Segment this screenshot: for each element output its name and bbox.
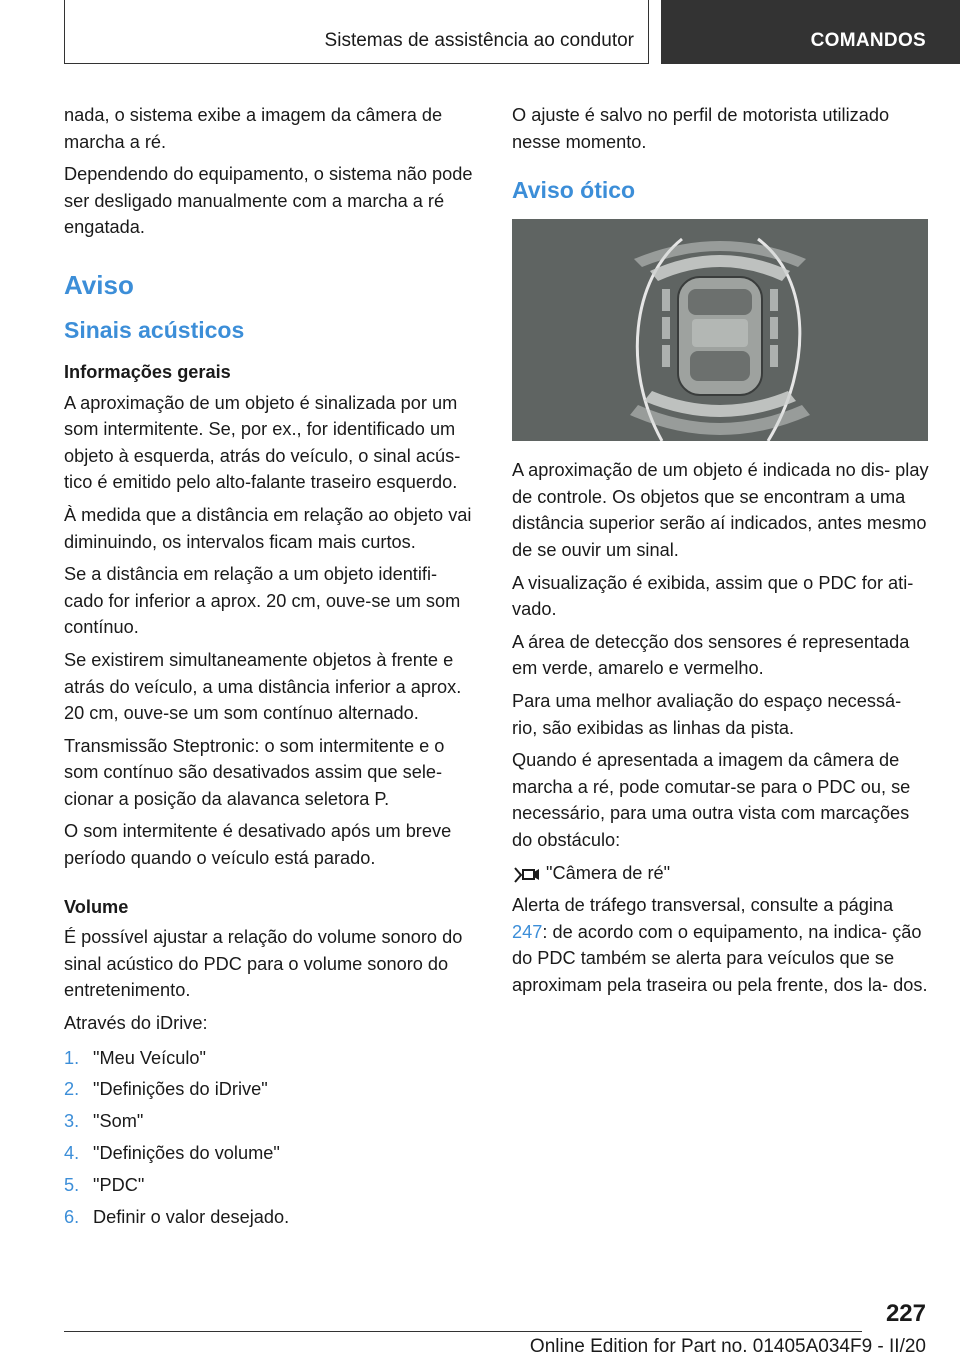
list-item (64, 1045, 480, 1072)
list-item (64, 1076, 480, 1103)
list-item (64, 1140, 480, 1167)
footer-edition: Online Edition for Part no. 01405A034F9 - II/20 (529, 1336, 926, 1357)
step-number: 1. (64, 1047, 80, 1068)
page-number: 227 (885, 1300, 926, 1327)
paragraph: Quando é apresentada a imagem da câmera de marcha a ré, pode comutar-se para o PDC ou, se necessário, para uma outra vista com marcações do obstáculo: (512, 750, 911, 850)
step-number: 6. (64, 1206, 80, 1227)
paragraph: Para uma melhor avaliação do espaço necessá- rio, são exibidas as linhas da pista. (512, 690, 902, 738)
step-text: "Definições do iDrive" (93, 1079, 268, 1100)
steps-list (64, 1045, 480, 1231)
footer-divider (64, 1331, 862, 1332)
heading-sinais-acusticos: Sinais acústicos (64, 316, 245, 343)
step-text: "Som" (93, 1111, 144, 1132)
paragraph: Através do iDrive: (64, 1013, 208, 1034)
step-number: 5. (64, 1174, 80, 1195)
paragraph: Transmissão Steptronic: o som intermitente e o som contínuo são desativados assim que sele- cionar a posição da alavanca seletora P. (64, 735, 445, 809)
pdc-display-image (512, 219, 928, 441)
heading-informacoes-gerais: Informações gerais (64, 361, 231, 382)
paragraph: nada, o sistema exibe a imagem da câmera de marcha a ré. (64, 105, 443, 152)
paragraph: A área de detecção dos sensores é representada em verde, amarelo e vermelho. (512, 631, 910, 679)
list-item (64, 1204, 480, 1231)
paragraph: A aproximação de um objeto é indicada no dis- play de controle. Os objetos que se encontram a uma distância superior serão aí indicados, antes mesmo de se ouvir um sinal. (512, 460, 929, 560)
step-text: Definir o valor desejado. (93, 1206, 290, 1227)
step-text: "Meu Veículo" (93, 1047, 207, 1068)
paragraph: À medida que a distância em relação ao objeto vai diminuindo, os intervalos ficam mais curtos. (64, 504, 472, 552)
camera-option-row (512, 860, 930, 887)
step-text: "PDC" (93, 1174, 145, 1195)
header-chapter-title: COMANDOS (810, 30, 926, 51)
list-item (64, 1108, 480, 1135)
text-fragment: Alerta de tráfego transversal, consulte a página (512, 895, 894, 916)
heading-aviso-otico: Aviso ótico (512, 177, 636, 204)
header-section-box (64, 0, 649, 64)
page-reference-link[interactable]: 247 (512, 921, 543, 942)
paragraph: Se existirem simultaneamente objetos à frente e atrás do veículo, a uma distância inferior a aprox. 20 cm, ouve-se um som contínuo alternado. (64, 649, 462, 724)
paragraph: A visualização é exibida, assim que o PDC for ati- vado. (512, 572, 914, 620)
paragraph: Dependendo do equipamento, o sistema não pode ser desligado manualmente com a marcha a ré engatada. (64, 164, 473, 238)
step-number: 2. (64, 1079, 80, 1100)
right-column (512, 102, 930, 1004)
step-number: 3. (64, 1111, 80, 1132)
left-column (64, 102, 480, 1235)
paragraph: O ajuste é salvo no perfil de motorista utilizado nesse momento. (512, 105, 890, 152)
step-text: "Definições do volume" (93, 1142, 280, 1163)
paragraph: O som intermitente é desativado após um breve período quando o veículo está parado. (64, 821, 452, 869)
text-fragment: : de acordo com o equipamento, na indica- ção do PDC também se alerta para veículos que se aproximam pela traseira ou pela frente, dos la- dos. (512, 921, 928, 995)
heading-volume: Volume (64, 896, 129, 917)
paragraph (512, 892, 930, 998)
header-section-title: Sistemas de assistência ao condutor (324, 30, 634, 51)
step-number: 4. (64, 1142, 80, 1163)
header-chapter-box (661, 0, 960, 64)
pdc-illustration (512, 219, 928, 441)
paragraph: A aproximação de um objeto é sinalizada por um som intermitente. Se, por ex., for identificado um objeto à esquerda, atrás do veículo, o sinal acús- tico é emitido pelo alto-falante traseiro esquerdo. (64, 392, 461, 493)
paragraph: É possível ajustar a relação do volume sonoro do sinal acústico do PDC para o volume sonoro do entretenimento. (64, 927, 463, 1001)
heading-aviso: Aviso (64, 269, 134, 300)
paragraph: Se a distância em relação a um objeto identifi- cado for inferior a aprox. 20 cm, ouve-se um som contínuo. (64, 564, 461, 638)
camera-option-label: "Câmera de ré" (546, 862, 671, 883)
rear-camera-icon (512, 863, 542, 883)
list-item (64, 1172, 480, 1199)
